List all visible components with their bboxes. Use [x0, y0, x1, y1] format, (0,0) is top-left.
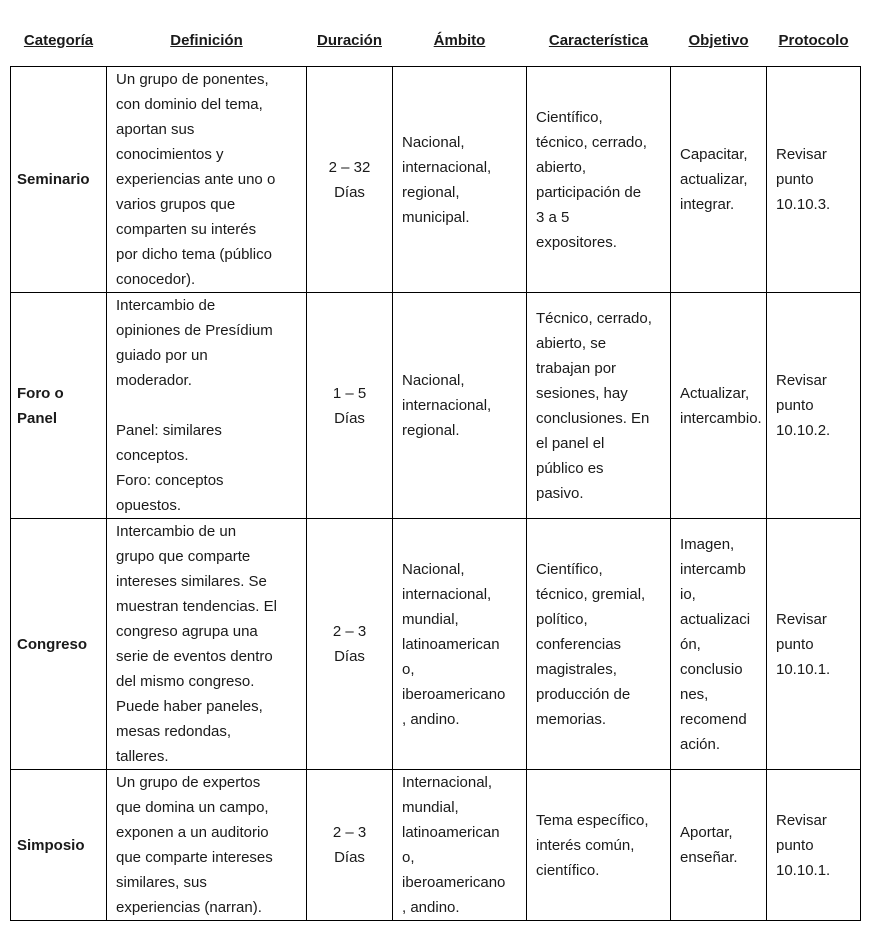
table-header-row — [11, 14, 861, 67]
cell-definicion: Un grupo de ponentes, con dominio del tema, aportan sus conocimientos y experiencias ante uno o varios grupos que comparten su interés por dicho tema (público conocedor). — [107, 67, 307, 293]
events-table-container — [10, 14, 860, 921]
cell-caracteristica: Tema específico, interés común, científico. — [527, 770, 671, 921]
cell-ambito: Nacional, internacional, mundial, latinoamerican o, iberoamericano , andino. — [393, 519, 527, 770]
header-duracion: Duración — [307, 14, 393, 67]
table-row — [11, 519, 861, 770]
cell-categoria: Simposio — [11, 770, 107, 921]
cell-objetivo: Aportar, enseñar. — [671, 770, 767, 921]
cell-protocolo: Revisar punto 10.10.1. — [767, 770, 861, 921]
cell-categoria: Seminario — [11, 67, 107, 293]
table-row — [11, 67, 861, 293]
cell-categoria: Foro o Panel — [11, 293, 107, 519]
header-objetivo: Objetivo — [671, 14, 767, 67]
cell-definicion: Intercambio de un grupo que comparte intereses similares. Se muestran tendencias. El congreso agrupa una serie de eventos dentro del mismo congreso. Puede haber paneles, mesas redondas, talleres. — [107, 519, 307, 770]
cell-duracion: 2 – 32 Días — [307, 67, 393, 293]
cell-duracion: 2 – 3 Días — [307, 519, 393, 770]
cell-duracion: 1 – 5 Días — [307, 293, 393, 519]
cell-protocolo: Revisar punto 10.10.2. — [767, 293, 861, 519]
header-caracteristica: Característica — [527, 14, 671, 67]
cell-protocolo: Revisar punto 10.10.1. — [767, 519, 861, 770]
cell-ambito: Internacional, mundial, latinoamerican o, iberoamericano , andino. — [393, 770, 527, 921]
header-definicion: Definición — [107, 14, 307, 67]
cell-objetivo: Capacitar, actualizar, integrar. — [671, 67, 767, 293]
cell-definicion: Un grupo de expertos que domina un campo, exponen a un auditorio que comparte intereses similares, sus experiencias (narran). — [107, 770, 307, 921]
events-table — [10, 14, 861, 921]
cell-caracteristica: Técnico, cerrado, abierto, se trabajan por sesiones, hay conclusiones. En el panel el público es pasivo. — [527, 293, 671, 519]
cell-ambito: Nacional, internacional, regional. — [393, 293, 527, 519]
cell-duracion: 2 – 3 Días — [307, 770, 393, 921]
cell-objetivo: Imagen, intercamb io, actualizaci ón, conclusio nes, recomend ación. — [671, 519, 767, 770]
header-ambito: Ámbito — [393, 14, 527, 67]
header-protocolo: Protocolo — [767, 14, 861, 67]
cell-ambito: Nacional, internacional, regional, municipal. — [393, 67, 527, 293]
cell-protocolo: Revisar punto 10.10.3. — [767, 67, 861, 293]
cell-caracteristica: Científico, técnico, gremial, político, conferencias magistrales, producción de memorias. — [527, 519, 671, 770]
table-row — [11, 770, 861, 921]
cell-objetivo: Actualizar, intercambio. — [671, 293, 767, 519]
cell-caracteristica: Científico, técnico, cerrado, abierto, participación de 3 a 5 expositores. — [527, 67, 671, 293]
cell-categoria: Congreso — [11, 519, 107, 770]
cell-definicion: Intercambio de opiniones de Presídium guiado por un moderador. Panel: similares conceptos. Foro: conceptos opuestos. — [107, 293, 307, 519]
header-categoria: Categoría — [11, 14, 107, 67]
table-row — [11, 293, 861, 519]
